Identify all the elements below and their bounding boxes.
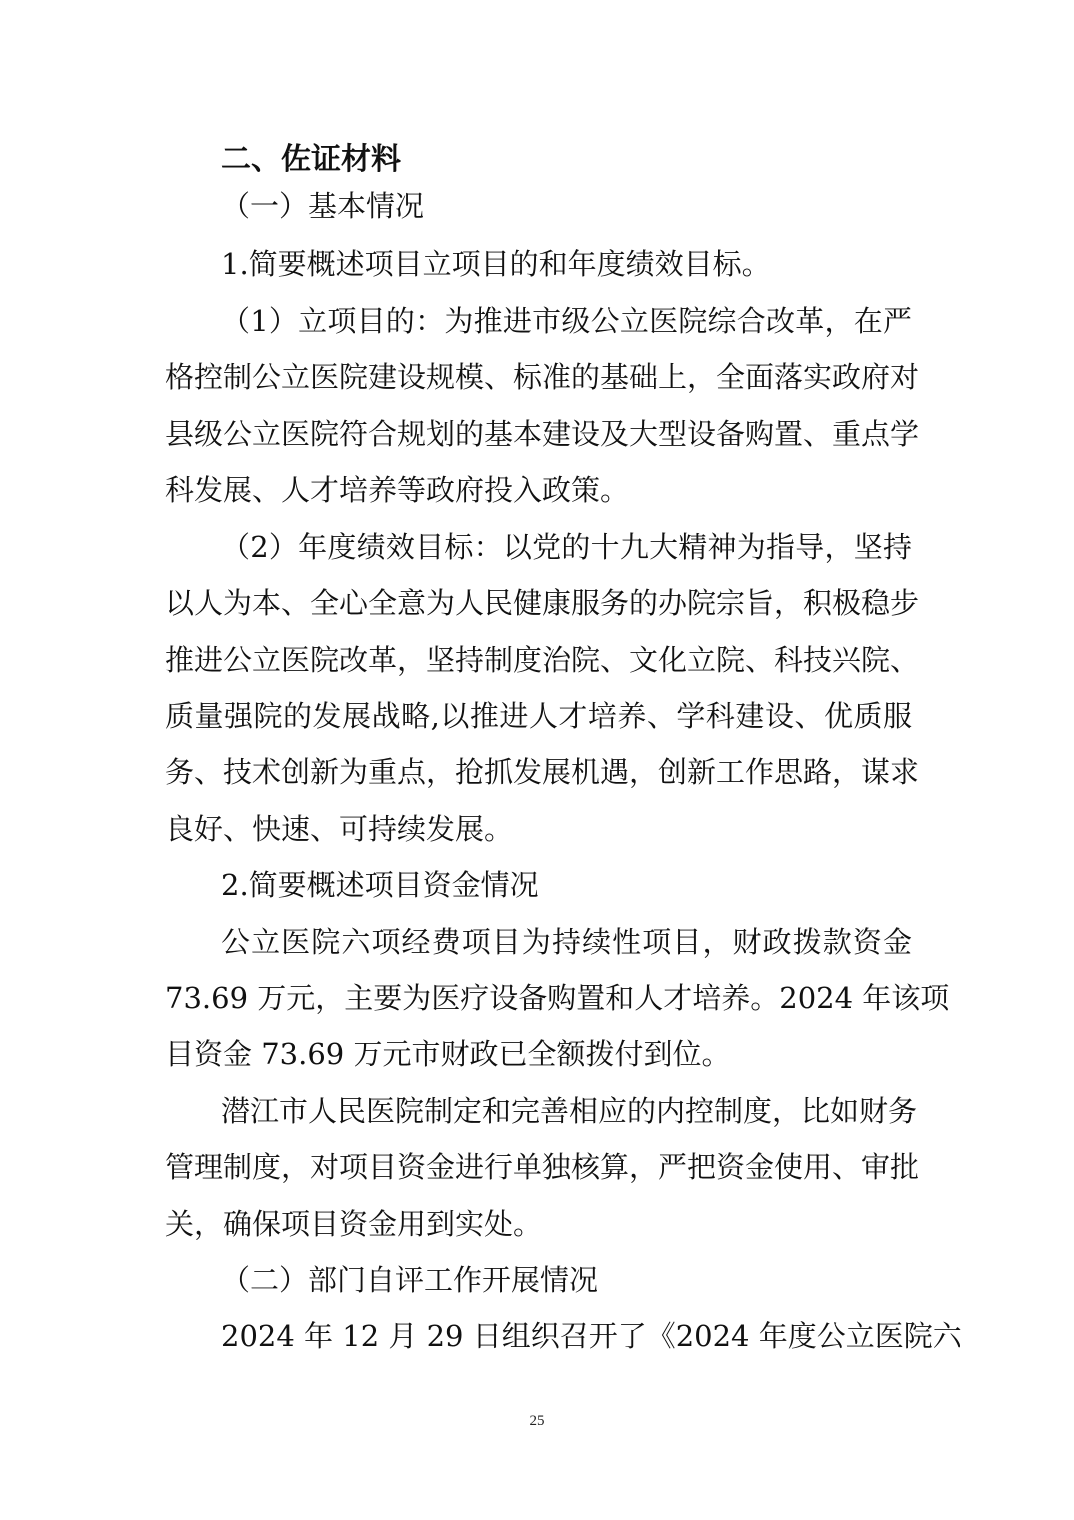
paragraph-line: 公立医院六项经费项目为持续性项目，财政拨款资金	[221, 925, 912, 959]
paragraph-line: （1）立项目的：为推进市级公立医院综合改革，在严	[221, 304, 912, 338]
subsection-title-basic: （一）基本情况	[221, 189, 425, 223]
paragraph-line: 73.69 万元，主要为医疗设备购置和人才培养。2024 年该项	[165, 981, 950, 1015]
paragraph-line: 以人为本、全心全意为人民健康服务的办院宗旨，积极稳步	[165, 586, 920, 620]
paragraph-line: 2024 年 12 月 29 日组织召开了《2024 年度公立医院六	[221, 1319, 962, 1353]
paragraph-line: 管理制度，对项目资金进行单独核算，严把资金使用、审批	[165, 1150, 920, 1184]
paragraph-line: 科发展、人才培养等政府投入政策。	[165, 473, 630, 507]
section-heading: 二、佐证材料	[221, 142, 401, 177]
paragraph-line: 关，确保项目资金用到实处。	[165, 1207, 543, 1241]
paragraph-line: 推进公立医院改革，坚持制度治院、文化立院、科技兴院、	[165, 643, 920, 677]
subsection-title-self-evaluation: （二）部门自评工作开展情况	[221, 1263, 599, 1297]
paragraph-line: 目资金 73.69 万元市财政已全额拨付到位。	[165, 1037, 731, 1071]
paragraph-line: 良好、快速、可持续发展。	[165, 812, 514, 846]
page-number: 25	[529, 1413, 545, 1429]
paragraph-line: 县级公立医院符合规划的基本建设及大型设备购置、重点学	[165, 417, 920, 451]
paragraph-line: 潜江市人民医院制定和完善相应的内控制度，比如财务	[221, 1094, 918, 1128]
paragraph-line: 格控制公立医院建设规模、标准的基础上，全面落实政府对	[165, 360, 920, 394]
paragraph-line: 质量强院的发展战略,以推进人才培养、学科建设、优质服	[165, 699, 912, 733]
paragraph-line: 务、技术创新为重点，抢抓发展机遇，创新工作思路，谋求	[165, 755, 920, 789]
item-title-1: 1.简要概述项目立项目的和年度绩效目标。	[221, 247, 771, 281]
paragraph-line: （2）年度绩效目标：以党的十九大精神为指导，坚持	[221, 530, 912, 564]
item-title-2: 2.简要概述项目资金情况	[221, 868, 539, 902]
